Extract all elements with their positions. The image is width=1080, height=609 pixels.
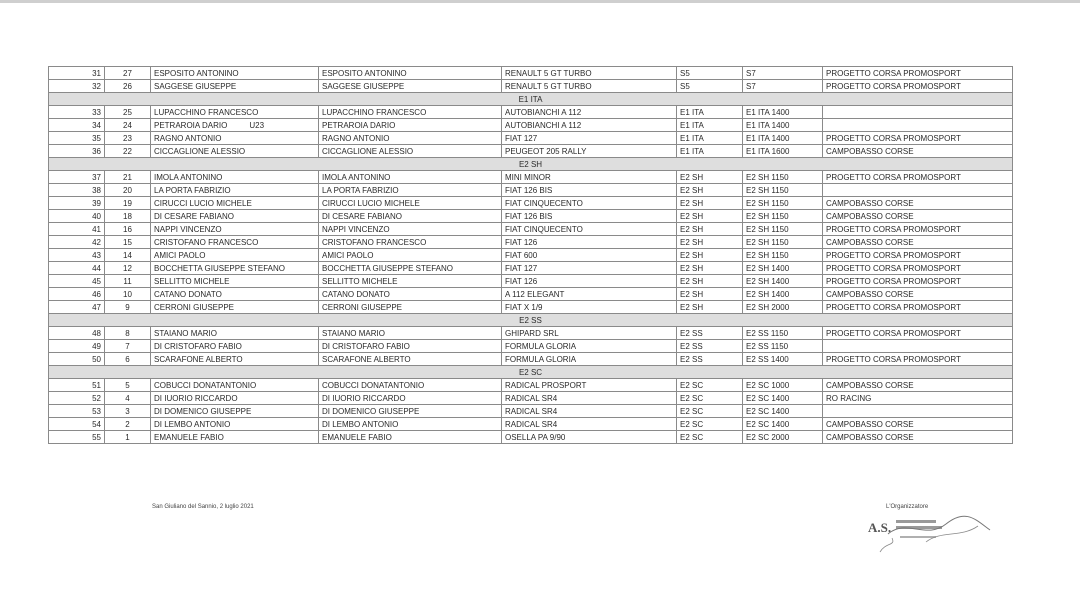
row-number: 37	[49, 171, 105, 184]
car-class: E2 SH 1150	[743, 249, 823, 262]
car-model: FIAT 126 BIS	[502, 210, 677, 223]
car-class: E2 SH 1150	[743, 223, 823, 236]
car-group: E2 SH	[677, 171, 743, 184]
car-class: E2 SC 1400	[743, 418, 823, 431]
team-name: PROGETTO CORSA PROMOSPORT	[823, 67, 1013, 80]
race-number: 15	[105, 236, 151, 249]
car-group: E2 SC	[677, 405, 743, 418]
row-number: 43	[49, 249, 105, 262]
table-row	[49, 223, 1013, 236]
table-row	[49, 353, 1013, 366]
table-row	[49, 262, 1013, 275]
car-group: E2 SH	[677, 184, 743, 197]
race-number: 7	[105, 340, 151, 353]
car-model: FIAT 126	[502, 236, 677, 249]
team-name: CAMPOBASSO CORSE	[823, 145, 1013, 158]
car-model: FIAT X 1/9	[502, 301, 677, 314]
table-row	[49, 405, 1013, 418]
race-number: 4	[105, 392, 151, 405]
driver-name-text: DI DOMENICO GIUSEPPE	[154, 406, 252, 416]
row-number: 47	[49, 301, 105, 314]
row-number: 49	[49, 340, 105, 353]
row-number: 39	[49, 197, 105, 210]
car-group: E2 SC	[677, 431, 743, 444]
car-model: FIAT CINQUECENTO	[502, 197, 677, 210]
driver-name-text: RAGNO ANTONIO	[154, 133, 222, 143]
row-number: 41	[49, 223, 105, 236]
race-number: 3	[105, 405, 151, 418]
race-number: 8	[105, 327, 151, 340]
race-number: 23	[105, 132, 151, 145]
race-number: 19	[105, 197, 151, 210]
car-model: A 112 ELEGANT	[502, 288, 677, 301]
car-model: RADICAL SR4	[502, 405, 677, 418]
car-model: RENAULT 5 GT TURBO	[502, 80, 677, 93]
race-number: 2	[105, 418, 151, 431]
table-row	[49, 301, 1013, 314]
driver-name-text: AMICI PAOLO	[154, 250, 206, 260]
entrant-name: DI IUORIO RICCARDO	[319, 392, 502, 405]
entrant-name: RAGNO ANTONIO	[319, 132, 502, 145]
driver-name	[151, 119, 319, 132]
car-class: E2 SH 1150	[743, 210, 823, 223]
table-row	[49, 431, 1013, 444]
car-model: RADICAL SR4	[502, 392, 677, 405]
team-name: CAMPOBASSO CORSE	[823, 418, 1013, 431]
car-group: E1 ITA	[677, 132, 743, 145]
driver-name	[151, 171, 319, 184]
driver-name-text: CERRONI GIUSEPPE	[154, 302, 235, 312]
team-name: CAMPOBASSO CORSE	[823, 288, 1013, 301]
organizer-label: L'Organizzatore	[886, 504, 929, 510]
car-class: E2 SH 1400	[743, 288, 823, 301]
entry-list-body	[49, 67, 1013, 444]
driver-name	[151, 210, 319, 223]
table-row	[49, 145, 1013, 158]
entrant-name: SCARAFONE ALBERTO	[319, 353, 502, 366]
driver-name	[151, 288, 319, 301]
car-class: E1 ITA 1400	[743, 132, 823, 145]
race-number: 12	[105, 262, 151, 275]
group-title: E2 SC	[49, 366, 1013, 379]
car-class: E2 SH 1150	[743, 197, 823, 210]
car-group: E2 SH	[677, 262, 743, 275]
table-row	[49, 340, 1013, 353]
team-name	[823, 106, 1013, 119]
driver-name	[151, 275, 319, 288]
place-date: San Giuliano del Sannio, 2 luglio 2021	[152, 504, 254, 510]
race-number: 5	[105, 379, 151, 392]
entrant-name: BOCCHETTA GIUSEPPE STEFANO	[319, 262, 502, 275]
team-name: RO RACING	[823, 392, 1013, 405]
row-number: 42	[49, 236, 105, 249]
car-class: E1 ITA 1600	[743, 145, 823, 158]
driver-name-text: NAPPI VINCENZO	[154, 224, 222, 234]
car-model: RADICAL PROSPORT	[502, 379, 677, 392]
car-group: E1 ITA	[677, 119, 743, 132]
driver-name-text: DI IUORIO RICCARDO	[154, 393, 238, 403]
team-name	[823, 184, 1013, 197]
team-name: CAMPOBASSO CORSE	[823, 197, 1013, 210]
row-number: 40	[49, 210, 105, 223]
table-row	[49, 171, 1013, 184]
row-number: 46	[49, 288, 105, 301]
car-class: E2 SC 1400	[743, 405, 823, 418]
driver-name-text: DI CESARE FABIANO	[154, 211, 235, 221]
car-class: E2 SC 1400	[743, 392, 823, 405]
car-model: FIAT CINQUECENTO	[502, 223, 677, 236]
row-number: 32	[49, 80, 105, 93]
table-row	[49, 106, 1013, 119]
driver-name	[151, 249, 319, 262]
row-number: 38	[49, 184, 105, 197]
car-group: E2 SC	[677, 392, 743, 405]
driver-name	[151, 236, 319, 249]
driver-name	[151, 379, 319, 392]
entrant-name: CERRONI GIUSEPPE	[319, 301, 502, 314]
table-row	[49, 275, 1013, 288]
group-title: E2 SS	[49, 314, 1013, 327]
race-number: 20	[105, 184, 151, 197]
team-name: CAMPOBASSO CORSE	[823, 431, 1013, 444]
team-name: PROGETTO CORSA PROMOSPORT	[823, 353, 1013, 366]
driver-name	[151, 223, 319, 236]
car-class: E2 SH 2000	[743, 301, 823, 314]
car-model: AUTOBIANCHI A 112	[502, 119, 677, 132]
table-row	[49, 210, 1013, 223]
car-group: E1 ITA	[677, 145, 743, 158]
race-number: 16	[105, 223, 151, 236]
car-class: E2 SH 1150	[743, 184, 823, 197]
car-group: E2 SS	[677, 340, 743, 353]
car-model: GHIPARD SRL	[502, 327, 677, 340]
team-name: PROGETTO CORSA PROMOSPORT	[823, 275, 1013, 288]
driver-name-text: CATANO DONATO	[154, 289, 222, 299]
car-model: RENAULT 5 GT TURBO	[502, 67, 677, 80]
driver-name-text: LUPACCHINO FRANCESCO	[154, 107, 259, 117]
car-group: E2 SC	[677, 379, 743, 392]
car-class: E2 SS 1150	[743, 340, 823, 353]
driver-name	[151, 392, 319, 405]
car-model: MINI MINOR	[502, 171, 677, 184]
table-row	[49, 67, 1013, 80]
car-class: E1 ITA 1400	[743, 106, 823, 119]
driver-name	[151, 327, 319, 340]
table-row	[49, 197, 1013, 210]
row-number: 52	[49, 392, 105, 405]
car-class: S7	[743, 67, 823, 80]
team-name: PROGETTO CORSA PROMOSPORT	[823, 301, 1013, 314]
team-name: PROGETTO CORSA PROMOSPORT	[823, 171, 1013, 184]
driver-name-text: CRISTOFANO FRANCESCO	[154, 237, 259, 247]
car-group: E2 SH	[677, 288, 743, 301]
race-number: 1	[105, 431, 151, 444]
car-class: E2 SH 1150	[743, 171, 823, 184]
row-number: 34	[49, 119, 105, 132]
entrant-name: AMICI PAOLO	[319, 249, 502, 262]
driver-name-text: STAIANO MARIO	[154, 328, 217, 338]
car-model: PEUGEOT 205 RALLY	[502, 145, 677, 158]
car-group: E2 SH	[677, 236, 743, 249]
driver-name-text: PETRAROIA DARIO	[154, 120, 228, 130]
car-group: E2 SS	[677, 353, 743, 366]
table-row	[49, 288, 1013, 301]
car-model: FIAT 126 BIS	[502, 184, 677, 197]
car-model: RADICAL SR4	[502, 418, 677, 431]
entrant-name: CIRUCCI LUCIO MICHELE	[319, 197, 502, 210]
group-header-row	[49, 314, 1013, 327]
car-group: E2 SH	[677, 275, 743, 288]
race-number: 21	[105, 171, 151, 184]
group-header-row	[49, 158, 1013, 171]
race-number: 10	[105, 288, 151, 301]
race-number: 26	[105, 80, 151, 93]
entrant-name: SAGGESE GIUSEPPE	[319, 80, 502, 93]
entrant-name: CATANO DONATO	[319, 288, 502, 301]
car-group: E2 SH	[677, 210, 743, 223]
entrant-name: NAPPI VINCENZO	[319, 223, 502, 236]
car-group: E2 SH	[677, 301, 743, 314]
car-model: FORMULA GLORIA	[502, 340, 677, 353]
race-number: 9	[105, 301, 151, 314]
driver-name-text: DI LEMBO ANTONIO	[154, 419, 231, 429]
entrant-name: IMOLA ANTONINO	[319, 171, 502, 184]
team-name: PROGETTO CORSA PROMOSPORT	[823, 80, 1013, 93]
row-number: 35	[49, 132, 105, 145]
entrant-name: DI LEMBO ANTONIO	[319, 418, 502, 431]
table-row	[49, 392, 1013, 405]
driver-name	[151, 145, 319, 158]
driver-name-text: SAGGESE GIUSEPPE	[154, 81, 237, 91]
car-class: E2 SS 1400	[743, 353, 823, 366]
car-class: S7	[743, 80, 823, 93]
team-name	[823, 119, 1013, 132]
table-row	[49, 327, 1013, 340]
entrant-name: PETRAROIA DARIO	[319, 119, 502, 132]
table-row	[49, 80, 1013, 93]
entrant-name: DI DOMENICO GIUSEPPE	[319, 405, 502, 418]
entrant-name: DI CRISTOFARO FABIO	[319, 340, 502, 353]
race-number: 14	[105, 249, 151, 262]
car-class: E2 SC 2000	[743, 431, 823, 444]
race-number: 27	[105, 67, 151, 80]
table-row	[49, 236, 1013, 249]
driver-name	[151, 262, 319, 275]
driver-name	[151, 340, 319, 353]
driver-name-text: ESPOSITO ANTONINO	[154, 68, 239, 78]
entrant-name: LUPACCHINO FRANCESCO	[319, 106, 502, 119]
entrant-name: LA PORTA FABRIZIO	[319, 184, 502, 197]
table-row	[49, 418, 1013, 431]
car-class: E2 SH 1400	[743, 262, 823, 275]
entrant-name: CRISTOFANO FRANCESCO	[319, 236, 502, 249]
car-model: FORMULA GLORIA	[502, 353, 677, 366]
car-group: E2 SS	[677, 327, 743, 340]
row-number: 31	[49, 67, 105, 80]
race-number: 11	[105, 275, 151, 288]
driver-name	[151, 197, 319, 210]
row-number: 45	[49, 275, 105, 288]
row-number: 50	[49, 353, 105, 366]
driver-name	[151, 80, 319, 93]
race-number: 24	[105, 119, 151, 132]
car-model: FIAT 127	[502, 132, 677, 145]
race-number: 25	[105, 106, 151, 119]
driver-name-text: SELLITTO MICHELE	[154, 276, 230, 286]
row-number: 36	[49, 145, 105, 158]
race-number: 18	[105, 210, 151, 223]
car-group: S5	[677, 80, 743, 93]
car-group: S5	[677, 67, 743, 80]
car-model: AUTOBIANCHI A 112	[502, 106, 677, 119]
top-edge-line	[0, 0, 1080, 3]
row-number: 53	[49, 405, 105, 418]
driver-name	[151, 301, 319, 314]
driver-name	[151, 431, 319, 444]
race-number: 22	[105, 145, 151, 158]
entrant-name: ESPOSITO ANTONINO	[319, 67, 502, 80]
entrant-name: CICCAGLIONE ALESSIO	[319, 145, 502, 158]
entrant-name: SELLITTO MICHELE	[319, 275, 502, 288]
row-number: 44	[49, 262, 105, 275]
team-name: PROGETTO CORSA PROMOSPORT	[823, 249, 1013, 262]
team-name: CAMPOBASSO CORSE	[823, 236, 1013, 249]
entrant-name: DI CESARE FABIANO	[319, 210, 502, 223]
entrant-name: STAIANO MARIO	[319, 327, 502, 340]
car-class: E2 SS 1150	[743, 327, 823, 340]
car-class: E1 ITA 1400	[743, 119, 823, 132]
driver-name	[151, 418, 319, 431]
driver-name-text: SCARAFONE ALBERTO	[154, 354, 243, 364]
entry-list-table	[48, 66, 1013, 444]
group-title: E1 ITA	[49, 93, 1013, 106]
group-header-row	[49, 366, 1013, 379]
car-group: E2 SH	[677, 197, 743, 210]
row-number: 55	[49, 431, 105, 444]
driver-name-text: CICCAGLIONE ALESSIO	[154, 146, 246, 156]
table-row	[49, 119, 1013, 132]
group-title: E2 SH	[49, 158, 1013, 171]
group-header-row	[49, 93, 1013, 106]
row-number: 48	[49, 327, 105, 340]
car-group: E1 ITA	[677, 106, 743, 119]
car-class: E2 SH 1400	[743, 275, 823, 288]
car-model: FIAT 126	[502, 275, 677, 288]
car-model: OSELLA PA 9/90	[502, 431, 677, 444]
table-row	[49, 379, 1013, 392]
team-name	[823, 405, 1013, 418]
table-row	[49, 184, 1013, 197]
race-number: 6	[105, 353, 151, 366]
table-row	[49, 249, 1013, 262]
organizer-stamp-signature	[866, 512, 996, 560]
team-name: PROGETTO CORSA PROMOSPORT	[823, 327, 1013, 340]
driver-name-text: DI CRISTOFARO FABIO	[154, 341, 242, 351]
driver-name	[151, 67, 319, 80]
row-number: 51	[49, 379, 105, 392]
team-name	[823, 340, 1013, 353]
car-class: E2 SH 1150	[743, 236, 823, 249]
driver-name-text: LA PORTA FABRIZIO	[154, 185, 231, 195]
driver-name-text: EMANUELE FABIO	[154, 432, 224, 442]
car-class: E2 SC 1000	[743, 379, 823, 392]
driver-category-note: U23	[249, 120, 265, 130]
entrant-name: COBUCCI DONATANTONIO	[319, 379, 502, 392]
car-group: E2 SH	[677, 223, 743, 236]
team-name: CAMPOBASSO CORSE	[823, 379, 1013, 392]
stamp-text: A.S.	[868, 520, 892, 535]
driver-name	[151, 184, 319, 197]
row-number: 33	[49, 106, 105, 119]
car-model: FIAT 127	[502, 262, 677, 275]
entrant-name: EMANUELE FABIO	[319, 431, 502, 444]
team-name: CAMPOBASSO CORSE	[823, 210, 1013, 223]
driver-name	[151, 106, 319, 119]
car-group: E2 SC	[677, 418, 743, 431]
driver-name	[151, 405, 319, 418]
driver-name-text: COBUCCI DONATANTONIO	[154, 380, 257, 390]
driver-name-text: CIRUCCI LUCIO MICHELE	[154, 198, 252, 208]
driver-name	[151, 353, 319, 366]
row-number: 54	[49, 418, 105, 431]
table-row	[49, 132, 1013, 145]
car-group: E2 SH	[677, 249, 743, 262]
team-name: PROGETTO CORSA PROMOSPORT	[823, 262, 1013, 275]
team-name: PROGETTO CORSA PROMOSPORT	[823, 132, 1013, 145]
driver-name-text: IMOLA ANTONINO	[154, 172, 223, 182]
car-model: FIAT 600	[502, 249, 677, 262]
team-name: PROGETTO CORSA PROMOSPORT	[823, 223, 1013, 236]
driver-name-text: BOCCHETTA GIUSEPPE STEFANO	[154, 263, 285, 273]
driver-name	[151, 132, 319, 145]
